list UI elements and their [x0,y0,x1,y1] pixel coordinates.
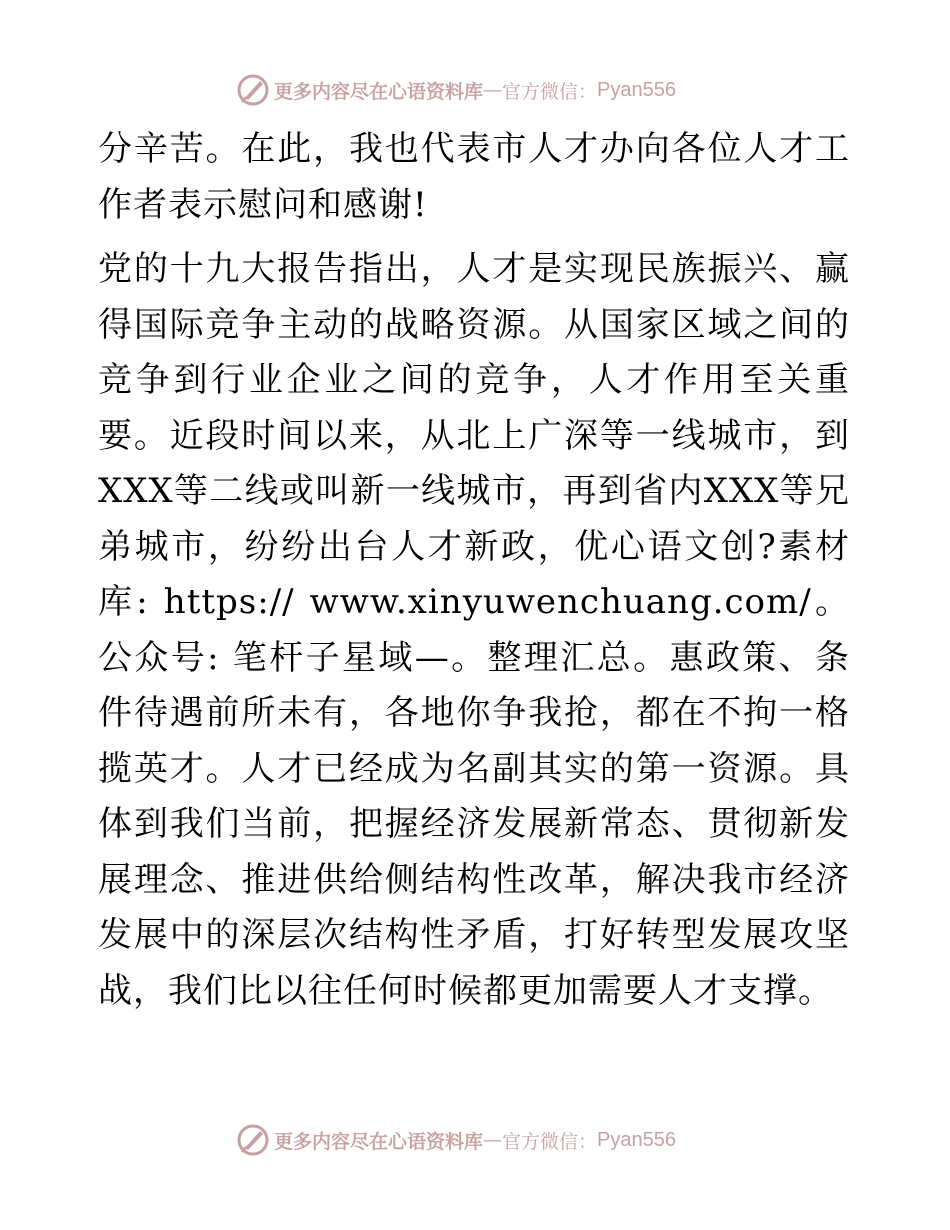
banner-wechat-label: 官方微信： [502,80,598,103]
banner-main-text: 更多内容尽在心语资料库 [274,1130,484,1153]
quill-logo-icon [236,1123,270,1157]
document-body [98,122,850,1019]
quill-logo-icon [236,73,270,107]
banner-wechat-label: 官方微信： [502,1130,598,1153]
body-paragraph-1: 分辛苦。在此，我也代表市人才办向各位人才工作者表示慰问和感谢! [98,129,850,225]
banner-separator: — [483,79,503,101]
banner-wechat-id: Pyan556 [597,1128,676,1151]
banner-wechat-id: Pyan556 [597,78,676,101]
banner-separator: — [483,1129,503,1151]
body-paragraph-2: 党的十九大报告指出，人才是实现民族振兴、赢得国际竞争主动的战略资源。从国家区域之间的竞争到行业企业之间的竞争，人才作用至关重要。近段时间以来，从北上广深等一线城市，到XXX等二线或叫新一线城市，再到省内XXX等兄弟城市，纷纷出台人才新政，优心语文创?素材库: https:// www.xinyuwenchuang.com/。公众号: 笔杆子星域—。整理汇总。惠政策、条件待遇前所未有，各地你争我抢，都在不拘一格揽英才。人才已经成为名副其实的第一资源。具体到我们当前，把握经济发展新常态、贯彻新发展理念、推进供给侧结构性改革，解决我市经济发展中的深层次结构性矛盾，打好转型发展攻坚战，我们比以往任何时候都更加需要人才支撑。 [98,249,850,1011]
banner-main-text: 更多内容尽在心语资料库 [274,80,484,103]
footer-watermark-banner [236,1120,676,1160]
header-watermark-banner [236,70,676,110]
